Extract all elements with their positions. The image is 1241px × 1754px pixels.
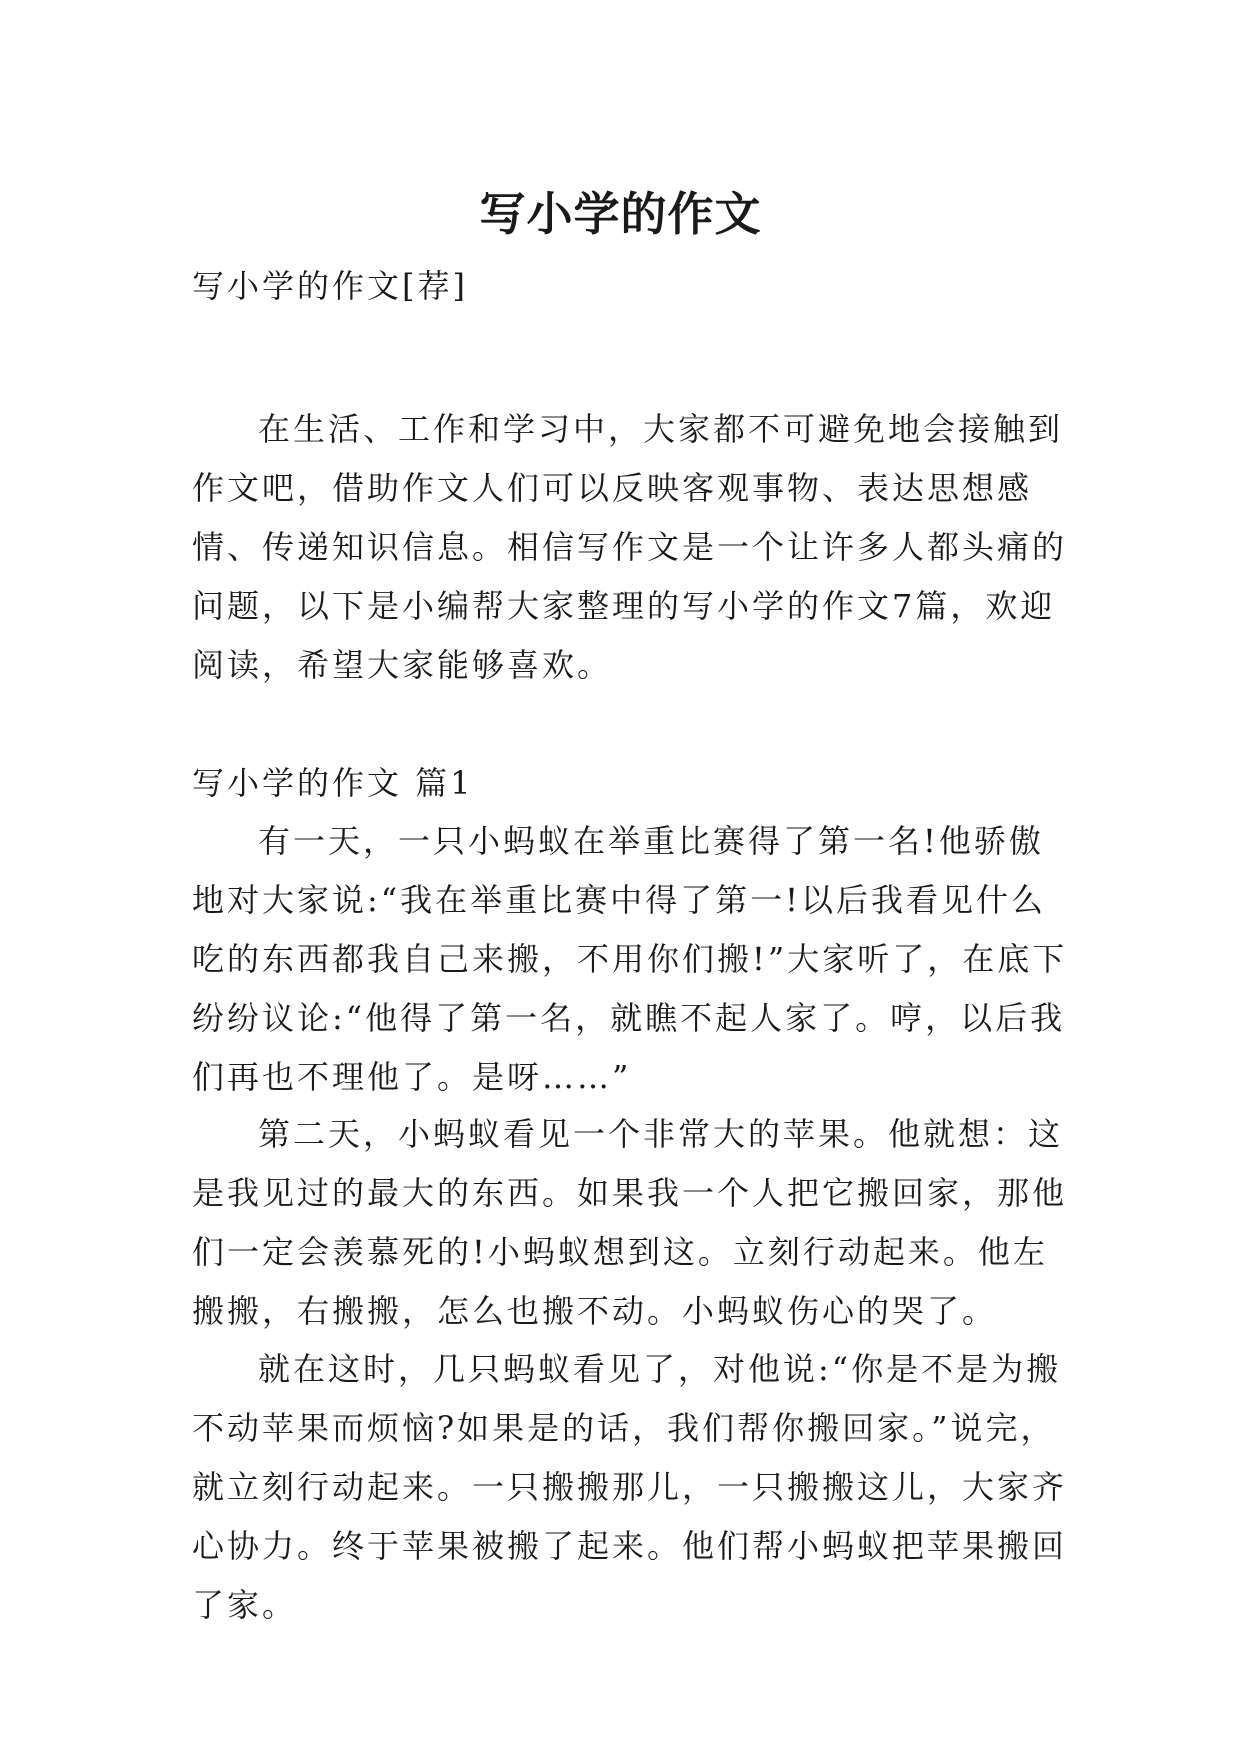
intro-paragraph: 在生活、工作和学习中，大家都不可避免地会接触到作文吧，借助作文人们可以反映客观事物、表达思想感情、传递知识信息。相信写作文是一个让许多人都头痛的问题，以下是小编帮大家整理的写小学的作文7篇，欢迎阅读，希望大家能够喜欢。	[192, 410, 1068, 684]
body-paragraph-1: 有一天，一只小蚂蚁在举重比赛得了第一名!他骄傲地对大家说:“我在举重比赛中得了第一!以后我看见什么吃的东西都我自己来搬，不用你们搬!”大家听了，在底下纷纷议论:“他得了第一名，就瞧不起人家了。哼，以后我们再也不理他了。是呀……”	[192, 822, 1068, 1096]
page-title: 写小学的作文	[479, 186, 762, 241]
document-subtitle: 写小学的作文[荐]	[192, 267, 468, 305]
section-heading: 写小学的作文 篇1	[192, 764, 474, 802]
body-paragraph-2: 第二天，小蚂蚁看见一个非常大的苹果。他就想：这是我见过的最大的东西。如果我一个人把它搬回家，那他们一定会羡慕死的!小蚂蚁想到这。立刻行动起来。他左搬搬，右搬搬，怎么也搬不动。小蚂蚁伤心的哭了。	[192, 1115, 1068, 1330]
body-paragraph-3: 就在这时，几只蚂蚁看见了，对他说:“你是不是为搬不动苹果而烦恼?如果是的话，我们帮你搬回家。”说完，就立刻行动起来。一只搬搬那儿，一只搬搬这儿，大家齐心协力。终于苹果被搬了起来。他们帮小蚂蚁把苹果搬回了家。	[192, 1350, 1068, 1624]
